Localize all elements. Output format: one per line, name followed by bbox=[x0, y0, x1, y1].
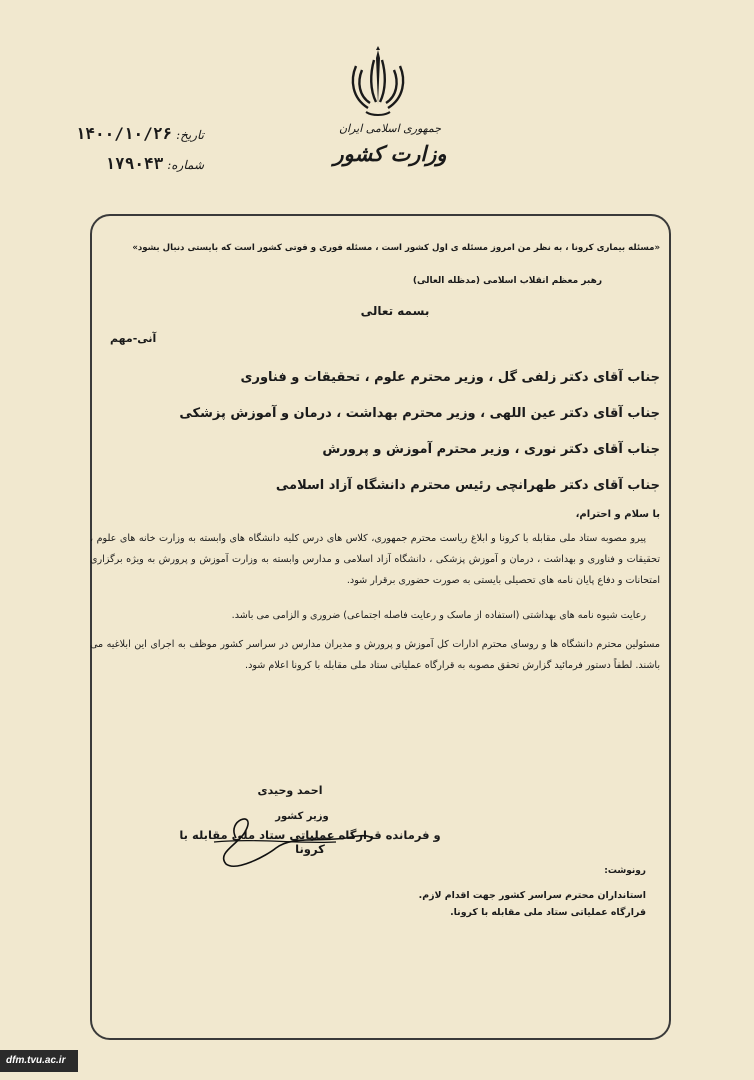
number-value: ۱۷۹۰۴۳ bbox=[105, 154, 164, 173]
cc-block bbox=[110, 866, 646, 918]
letter-body bbox=[90, 242, 662, 676]
addressee-health-minister: جناب آقای دکتر عین اللهی ، وزیر محترم بهداشت ، درمان و آموزش پزشکی bbox=[179, 406, 660, 421]
cc-item-governors: استانداران محترم سراسر کشور جهت اقدام لازم. bbox=[418, 890, 646, 901]
country-name: جمهوری اسلامی ایران bbox=[338, 122, 442, 135]
addressee-azad-university: جناب آقای دکتر طهرانچی رئیس محترم دانشگاه آزاد اسلامی bbox=[275, 478, 660, 493]
number-label: شماره: bbox=[167, 158, 204, 172]
paragraph-directive: پیرو مصوبه ستاد ملی مقابله با کرونا و ابلاغ ریاست محترم جمهوری، کلاس های درس کلیه دانشگاه های وابسته به وزارت خانه های علوم ، تحقیقات و فناوری و بهداشت ، درمان و آموزش پزشکی ، دانشگاه آزاد اسلامی و مدارس وابسته به وزارت آموزش و پرورش به ویژه برگزاری امتحانات و دفاع پایان نامه های تحصیلی بایستی به صورت حضوری برقرار شود. bbox=[90, 533, 660, 586]
letter-meta bbox=[75, 124, 204, 184]
signatory-name: احمد وحیدی bbox=[257, 784, 323, 797]
greeting: با سلام و احترام، bbox=[575, 509, 660, 520]
quote-source: رهبر معظم انقلاب اسلامی (مدظله العالی) bbox=[412, 276, 602, 286]
number-row bbox=[98, 154, 204, 184]
ministry-header bbox=[330, 122, 450, 166]
addressee-education-minister: جناب آقای دکتر نوری ، وزیر محترم آموزش و پرورش bbox=[322, 442, 660, 457]
cc-label: رونوشت: bbox=[604, 866, 646, 876]
date-row bbox=[75, 124, 204, 154]
signatory-title: وزیر کشور bbox=[275, 811, 329, 822]
date-label: تاریخ: bbox=[176, 128, 204, 142]
paragraph-responsibility: مسئولین محترم دانشگاه ها و روسای محترم ادارات کل آموزش و پرورش و مدیران مدارس در سراسر کشور موظف به اجرای این ابلاغیه می باشند. لطفاً دستور فرمائید گزارش تحقق مصوبه به قرارگاه عملیاتی ستاد ملی مقابله با کرونا اعلام شود. bbox=[90, 639, 660, 671]
addressee-list bbox=[90, 367, 660, 511]
cc-item-headquarters: قرارگاه عملیاتی ستاد ملی مقابله با کرونا. bbox=[450, 907, 646, 918]
site-watermark: dfm.tvu.ac.ir bbox=[0, 1050, 78, 1072]
iran-emblem-icon bbox=[346, 46, 410, 118]
urgency-label: آنی-مهم bbox=[110, 332, 157, 345]
paragraph-health-protocols: رعایت شیوه نامه های بهداشتی (استفاده از ماسک و رعایت فاصله اجتماعی) ضروری و الزامی می باشد. bbox=[231, 610, 646, 621]
signatory-role: و فرمانده قرارگاه عملیاتی ستاد ملی مقابله با کرونا bbox=[179, 828, 441, 856]
handwritten-signature bbox=[196, 808, 386, 874]
basmala-heading: بسمه تعالی bbox=[360, 304, 430, 318]
leader-quote: «مسئله بیماری کرونا ، به نظر من امروز مسئله ی اول کشور است ، مسئله فوری و فوتی کشور است که بایستی دنبال بشود» bbox=[132, 243, 660, 253]
date-value: ۱۴۰۰/۱۰/۲۶ bbox=[75, 124, 173, 143]
addressee-science-minister: جناب آقای دکتر زلفی گل ، وزیر محترم علوم ، تحقیقات و فناوری bbox=[240, 370, 660, 385]
ministry-name: وزارت کشور bbox=[333, 141, 447, 166]
